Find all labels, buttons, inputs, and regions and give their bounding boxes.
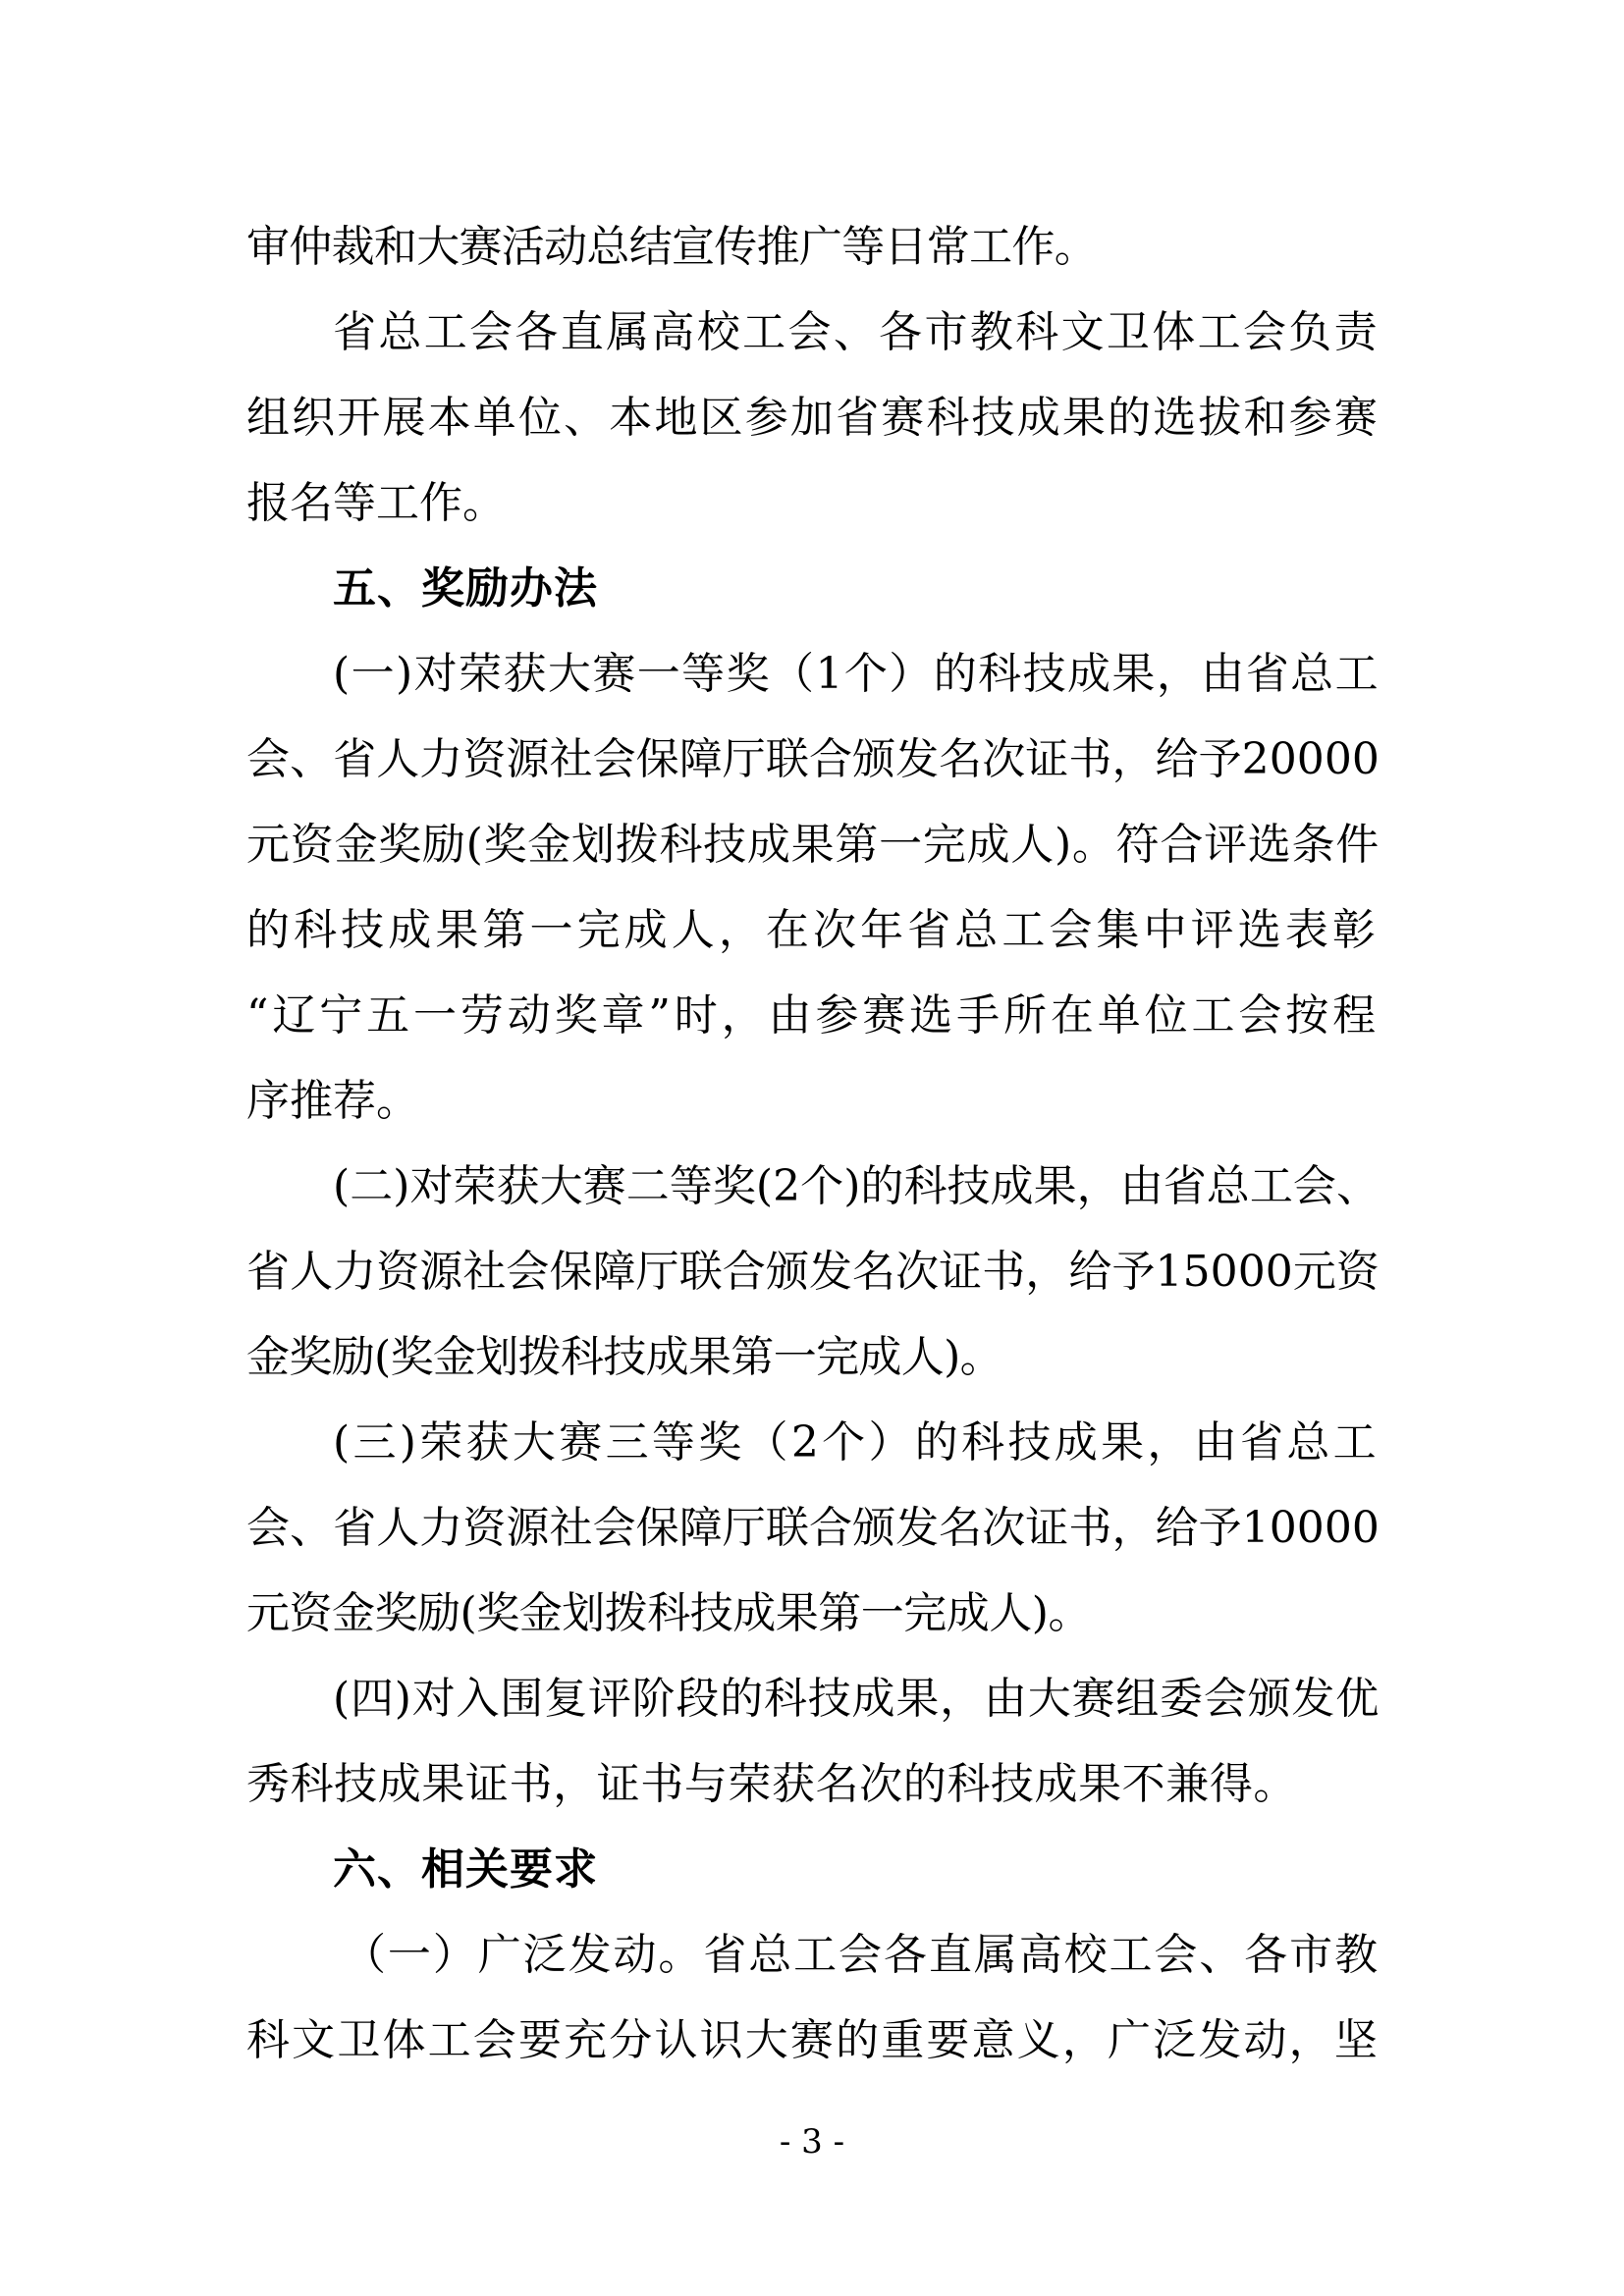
body-line [0, 730, 1624, 789]
line-text: 会、省人力资源社会保障厅联合颁发名次证书，给予20000 [246, 734, 1380, 784]
body-line [0, 1328, 1624, 1387]
line-text: 组织开展本单位、本地区参加省赛科技成果的选拔和参赛 [246, 393, 1380, 443]
body-line [0, 645, 1624, 704]
section-heading [0, 1841, 1624, 1899]
line-text: 元资金奖励(奖金划拨科技成果第一完成人)。 [246, 1588, 1091, 1638]
body-line [0, 1072, 1624, 1131]
section-heading [0, 560, 1624, 618]
line-text: 科文卫体工会要充分认识大赛的重要意义，广泛发动，坚 [246, 2015, 1380, 2065]
line-text: 省人力资源社会保障厅联合颁发名次证书，给予15000元资 [246, 1247, 1380, 1297]
body-line [0, 816, 1624, 875]
body-line [0, 1157, 1624, 1216]
line-text: 省总工会各直属高校工会、各市教科文卫体工会负责 [333, 307, 1380, 357]
line-text: 的科技成果第一完成人，在次年省总工会集中评选表彰 [246, 905, 1380, 955]
body-line [0, 1243, 1624, 1302]
line-text: 序推荐。 [246, 1076, 419, 1126]
line-text: (三)荣获大赛三等奖（2个）的科技成果，由省总工 [333, 1417, 1380, 1468]
line-text: 秀科技成果证书，证书与荣获名次的科技成果不兼得。 [246, 1759, 1297, 1809]
body-line [0, 987, 1624, 1045]
body-line [0, 1670, 1624, 1729]
line-text: 会、省人力资源社会保障厅联合颁发名次证书，给予10000 [246, 1503, 1380, 1553]
body-line [0, 1926, 1624, 1985]
body-line [0, 303, 1624, 362]
line-text: 元资金奖励(奖金划拨科技成果第一完成人)。符合评选条件 [246, 820, 1380, 870]
body-line [0, 2011, 1624, 2070]
line-text: (四)对入围复评阶段的科技成果，由大赛组委会颁发优 [333, 1674, 1380, 1724]
body-line [0, 1414, 1624, 1472]
heading-text: 五、奖励办法 [333, 563, 598, 614]
line-text: “辽宁五一劳动奖章”时，由参赛选手所在单位工会按程 [246, 990, 1380, 1041]
line-text: （一）广泛发动。省总工会各直属高校工会、各市教 [343, 1930, 1380, 1980]
line-text: 金奖励(奖金划拨科技成果第一完成人)。 [246, 1332, 1002, 1382]
body-line [0, 901, 1624, 960]
body-line [0, 1584, 1624, 1643]
body-line [0, 218, 1624, 277]
body-line [0, 1755, 1624, 1814]
body-line [0, 389, 1624, 448]
line-text: 报名等工作。 [246, 478, 506, 528]
body-line [0, 1499, 1624, 1558]
heading-text: 六、相关要求 [333, 1844, 598, 1895]
line-text: (一)对荣获大赛一等奖（1个）的科技成果，由省总工 [333, 649, 1380, 699]
page-number: - 3 - [779, 2122, 845, 2162]
line-text: 审仲裁和大赛活动总结宣传推广等日常工作。 [246, 222, 1097, 272]
line-text: (二)对荣获大赛二等奖(2个)的科技成果，由省总工会、 [333, 1161, 1380, 1211]
body-line [0, 474, 1624, 533]
